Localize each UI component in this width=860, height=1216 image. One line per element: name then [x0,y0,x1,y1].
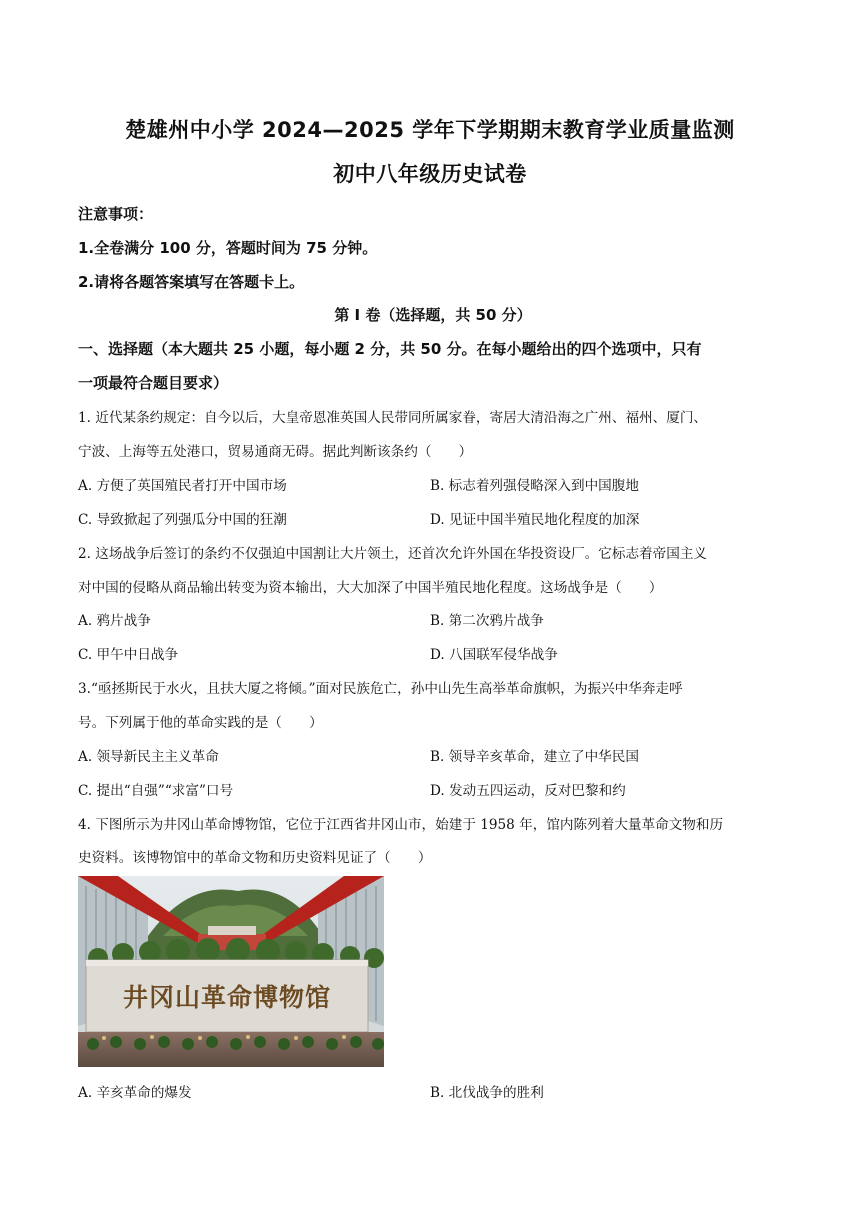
question-4-stem: 4. 下图所示为井冈山革命博物馆，它位于江西省井冈山市，始建于 1958 年，馆内陈列着大量革命文物和历 [78,817,724,833]
question-1-stem: 1. 近代某条约规定：自今以后，大皇帝恩准英国人民带同所属家眷，寄居大清沿海之广州、福州、厦门、 [78,410,708,426]
question-3-option-d: D. 发动五四运动，反对巴黎和约 [430,783,626,799]
question-3-option-c: C. 提出“自强”“求富”口号 [78,783,234,799]
exam-subtitle: 初中八年级历史试卷 [333,162,527,186]
question-3-option-b: B. 领导辛亥革命，建立了中华民国 [430,749,639,765]
notes-heading: 注意事项： [78,205,154,223]
question-2-stem-cont: 对中国的侵略从商品输出转变为资本输出，大大加深了中国半殖民地化程度。这场战争是（ ） [78,580,663,596]
note-item: 2.请将各题答案填写在答题卡上。 [78,273,305,291]
question-4-stem-cont: 史资料。该博物馆中的革命文物和历史资料见证了（ ） [78,850,432,866]
museum-sign-text: 井冈山革命博物馆 [122,983,332,1012]
question-1-option-d: D. 见证中国半殖民地化程度的加深 [430,512,640,528]
section-heading: 一、选择题（本大题共 25 小题，每小题 2 分，共 50 分。在每小题给出的四个选项中，只有 [78,340,702,358]
question-2-option-c: C. 甲午中日战争 [78,647,179,663]
question-1-stem-cont: 宁波、上海等五处港口，贸易通商无碍。据此判断该条约（ ） [78,444,473,460]
question-1-option-a: A. 方便了英国殖民者打开中国市场 [78,478,287,494]
section-heading-cont: 一项最符合题目要求） [78,374,229,392]
question-2-stem: 2. 这场战争后签订的条约不仅强迫中国割让大片领土，还首次允许外国在华投资设厂。它标志着帝国主义 [78,546,708,562]
question-1-option-c: C. 导致掀起了列强瓜分中国的狂潮 [78,512,287,528]
question-3-stem-cont: 号。下列属于他的革命实践的是（ ） [78,715,323,731]
volume-title: 第 I 卷（选择题，共 50 分） [334,306,532,324]
question-2-option-d: D. 八国联军侵华战争 [430,647,558,663]
question-1-option-b: B. 标志着列强侵略深入到中国腹地 [430,478,639,494]
question-4-option-b: B. 北伐战争的胜利 [430,1085,544,1101]
question-3-option-a: A. 领导新民主主义革命 [78,749,219,765]
question-2-option-b: B. 第二次鸦片战争 [430,613,544,629]
question-2-option-a: A. 鸦片战争 [78,613,151,629]
question-3-stem: 3.“亟拯斯民于水火，且扶大厦之将倾。”面对民族危亡，孙中山先生高举革命旗帜，为振兴中华奔走呼 [78,681,683,697]
note-item: 1.全卷满分 100 分，答题时间为 75 分钟。 [78,239,378,257]
question-4-option-a: A. 辛亥革命的爆发 [78,1085,192,1101]
exam-title: 楚雄州中小学 2024—2025 学年下学期期末教育学业质量监测 [125,118,735,142]
museum-photo [78,876,384,1067]
